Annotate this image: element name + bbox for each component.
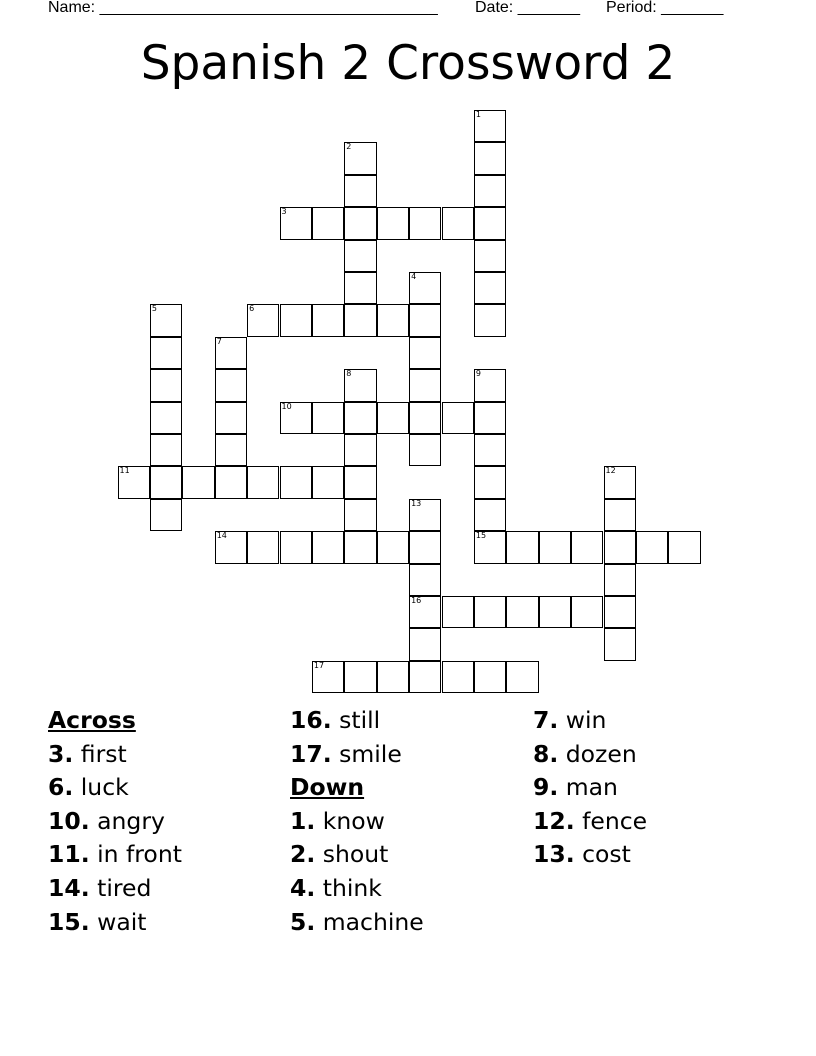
crossword-cell[interactable] (344, 304, 376, 336)
clue-number: 14. (48, 873, 90, 902)
clue-item (533, 771, 647, 805)
period-field[interactable]: Period: _______ (606, 0, 724, 16)
crossword-cell[interactable] (150, 369, 182, 401)
crossword-cell[interactable] (474, 466, 506, 498)
crossword-cell[interactable] (604, 628, 636, 660)
cell-number: 2 (346, 142, 352, 152)
crossword-cell[interactable] (409, 272, 441, 304)
clue-column-3 (533, 704, 647, 872)
clue-item (48, 906, 182, 940)
cell-number: 13 (411, 498, 422, 508)
crossword-cell[interactable] (312, 661, 344, 693)
crossword-cell[interactable] (280, 207, 312, 239)
clue-text: cost (582, 840, 631, 869)
crossword-cell[interactable] (150, 304, 182, 336)
clue-text: win (565, 706, 607, 734)
crossword-cell[interactable] (474, 175, 506, 207)
clue-number: 8. (533, 739, 559, 768)
crossword-cell[interactable] (604, 531, 636, 563)
crossword-cell[interactable] (474, 531, 506, 563)
clue-item (290, 838, 424, 872)
clue-number: 3. (48, 739, 74, 768)
crossword-cell[interactable] (636, 531, 668, 563)
clue-number: 12. (533, 806, 575, 835)
clue-item (48, 872, 182, 906)
crossword-cell[interactable] (442, 596, 474, 628)
crossword-cell[interactable] (215, 434, 247, 466)
crossword-cell[interactable] (474, 661, 506, 693)
crossword-cell[interactable] (442, 661, 474, 693)
cell-number: 1 (475, 110, 481, 119)
clue-item (48, 838, 182, 872)
clue-number: 1. (290, 806, 316, 835)
cell-number: 3 (281, 207, 287, 217)
crossword-cell[interactable] (312, 402, 344, 434)
clue-text: first (80, 739, 127, 768)
across-heading: Across (48, 706, 136, 734)
crossword-cell[interactable] (247, 531, 279, 563)
crossword-cell[interactable] (474, 110, 506, 142)
crossword-cell[interactable] (474, 272, 506, 304)
clue-item (48, 771, 182, 805)
clue-item (290, 906, 424, 940)
date-field[interactable]: Date: _______ (475, 0, 580, 16)
clue-text: in front (97, 840, 182, 869)
clue-column-2 (290, 704, 424, 939)
clue-text: think (322, 873, 382, 902)
crossword-cell[interactable] (312, 304, 344, 336)
clue-text: wait (97, 907, 147, 936)
crossword-cell[interactable] (344, 434, 376, 466)
crossword-cell[interactable] (409, 596, 441, 628)
clue-number: 2. (290, 840, 316, 869)
crossword-cell[interactable] (474, 240, 506, 272)
name-field[interactable]: Name: ______________________________________ (48, 0, 438, 16)
cell-number: 9 (475, 369, 481, 379)
clue-item (290, 738, 424, 772)
crossword-cell[interactable] (604, 466, 636, 498)
crossword-cell[interactable] (247, 466, 279, 498)
cell-number: 12 (605, 466, 616, 476)
crossword-cell[interactable] (280, 304, 312, 336)
clue-item (533, 805, 647, 839)
crossword-cell[interactable] (344, 531, 376, 563)
cell-number: 11 (119, 466, 130, 476)
clue-text: machine (322, 907, 424, 936)
crossword-cell[interactable] (474, 142, 506, 174)
crossword-cell[interactable] (409, 434, 441, 466)
crossword-cell[interactable] (344, 499, 376, 531)
crossword-cell[interactable] (539, 596, 571, 628)
cell-number: 17 (313, 660, 325, 670)
cell-number: 4 (411, 272, 417, 281)
clue-item (290, 805, 424, 839)
crossword-cell[interactable] (377, 304, 409, 336)
clue-text: know (322, 806, 385, 835)
clue-column-1 (48, 704, 182, 939)
crossword-cell[interactable] (474, 434, 506, 466)
clue-text: man (565, 773, 618, 802)
cell-number: 16 (411, 596, 422, 605)
clue-text: fence (582, 806, 648, 835)
down-heading: Down (290, 773, 365, 802)
crossword-cell[interactable] (150, 402, 182, 434)
clue-item (290, 704, 424, 738)
clue-text: shout (322, 840, 389, 869)
cell-number: 10 (281, 401, 292, 411)
crossword-cell[interactable] (474, 369, 506, 401)
crossword-cell[interactable] (215, 466, 247, 498)
crossword-cell[interactable] (474, 596, 506, 628)
clue-number: 15. (48, 907, 90, 936)
crossword-cell[interactable] (312, 531, 344, 563)
clue-item (533, 704, 647, 738)
crossword-cell[interactable] (377, 402, 409, 434)
crossword-cell[interactable] (506, 531, 538, 563)
clue-text: smile (339, 739, 402, 768)
cell-number: 5 (151, 304, 157, 314)
crossword-cell[interactable] (474, 402, 506, 434)
cell-number: 6 (249, 304, 255, 314)
crossword-cell[interactable] (571, 531, 603, 563)
crossword-cell[interactable] (377, 207, 409, 239)
clue-number: 13. (533, 840, 575, 869)
clue-item (48, 805, 182, 839)
clue-item (290, 872, 424, 906)
clue-number: 4. (290, 873, 316, 902)
crossword-cell[interactable] (474, 499, 506, 531)
crossword-cell[interactable] (409, 564, 441, 596)
crossword-cell[interactable] (182, 466, 214, 498)
crossword-cell[interactable] (344, 142, 376, 174)
crossword-cell[interactable] (506, 596, 538, 628)
crossword-cell[interactable] (344, 402, 376, 434)
clue-number: 7. (533, 706, 559, 734)
crossword-cell[interactable] (312, 207, 344, 239)
crossword-cell[interactable] (442, 402, 474, 434)
crossword-cell[interactable] (604, 596, 636, 628)
clue-item (533, 838, 647, 872)
crossword-cell[interactable] (377, 661, 409, 693)
crossword-cell[interactable] (344, 175, 376, 207)
clue-item (48, 738, 182, 772)
crossword-cell[interactable] (571, 596, 603, 628)
crossword-cell[interactable] (409, 499, 441, 531)
crossword-cell[interactable] (604, 499, 636, 531)
cell-number: 14 (216, 531, 227, 541)
cell-number: 15 (475, 531, 487, 541)
crossword-cell[interactable] (150, 337, 182, 369)
crossword-cell[interactable] (409, 661, 441, 693)
cell-number: 7 (216, 336, 222, 346)
crossword-cell[interactable] (668, 531, 700, 563)
crossword-cell[interactable] (506, 661, 538, 693)
crossword-cell[interactable] (215, 531, 247, 563)
crossword-cell[interactable] (539, 531, 571, 563)
crossword-cell[interactable] (247, 304, 279, 336)
clue-text: dozen (565, 739, 637, 768)
clue-item (533, 738, 647, 772)
crossword-cell[interactable] (344, 661, 376, 693)
crossword-cell[interactable] (377, 531, 409, 563)
crossword-cell[interactable] (604, 564, 636, 596)
crossword-cell[interactable] (409, 207, 441, 239)
clue-text: tired (97, 873, 152, 902)
crossword-cell[interactable] (344, 240, 376, 272)
crossword-cell[interactable] (344, 207, 376, 239)
crossword-cell[interactable] (409, 531, 441, 563)
clue-text: still (339, 706, 381, 734)
page-title: Spanish 2 Crossword 2 (140, 36, 676, 91)
crossword-cell[interactable] (344, 466, 376, 498)
clue-number: 17. (290, 739, 332, 768)
crossword-cell[interactable] (215, 402, 247, 434)
cell-number: 8 (346, 369, 352, 379)
crossword-cell[interactable] (215, 369, 247, 401)
crossword-cell[interactable] (280, 531, 312, 563)
crossword-cell[interactable] (442, 207, 474, 239)
crossword-cell[interactable] (280, 466, 312, 498)
crossword-cell[interactable] (150, 466, 182, 498)
crossword-cell[interactable] (409, 402, 441, 434)
crossword-cell[interactable] (474, 304, 506, 336)
crossword-cell[interactable] (215, 337, 247, 369)
crossword-cell[interactable] (118, 466, 150, 498)
clue-text: luck (80, 773, 129, 802)
crossword-cell[interactable] (409, 304, 441, 336)
clue-number: 10. (48, 806, 90, 835)
clue-text: angry (97, 806, 165, 835)
clue-number: 16. (290, 706, 332, 734)
crossword-cell[interactable] (474, 207, 506, 239)
crossword-cell[interactable] (409, 337, 441, 369)
crossword-cell[interactable] (150, 434, 182, 466)
crossword-cell[interactable] (150, 499, 182, 531)
crossword-cell[interactable] (280, 402, 312, 434)
clue-number: 6. (48, 773, 74, 802)
crossword-cell[interactable] (312, 466, 344, 498)
clue-number: 9. (533, 773, 559, 802)
crossword-cell[interactable] (344, 272, 376, 304)
clue-number: 5. (290, 907, 316, 936)
crossword-cell[interactable] (344, 369, 376, 401)
clue-number: 11. (48, 840, 90, 869)
crossword-cell[interactable] (409, 369, 441, 401)
crossword-cell[interactable] (409, 628, 441, 660)
